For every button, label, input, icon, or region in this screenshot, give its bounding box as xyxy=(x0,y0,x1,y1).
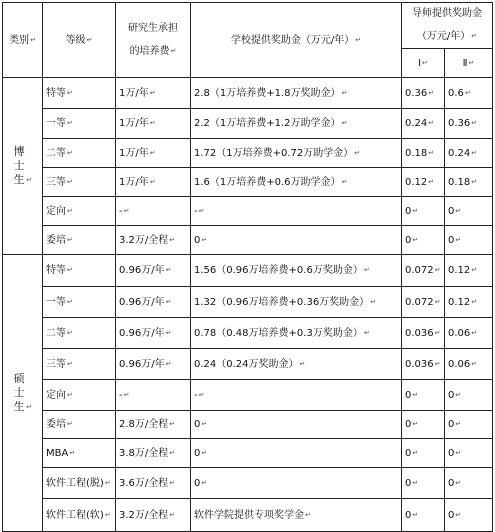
level-cell: 一等↵ xyxy=(43,109,116,139)
advisor-i-cell: 0.24↵ xyxy=(402,109,445,139)
school-fund-cell: 0.24（0.24万奖助金）↵ xyxy=(191,349,402,380)
level-cell: 一等↵ xyxy=(43,287,116,318)
advisor-i-cell: 0↵ xyxy=(402,197,445,226)
level-cell: MBA↵ xyxy=(43,439,116,468)
school-fund-cell: 2.2（1万培养费+1.2万助学金）↵ xyxy=(191,109,402,139)
level-cell: 三等↵ xyxy=(43,349,116,380)
advisor-i-cell: 0↵ xyxy=(402,411,445,439)
table-row xyxy=(3,197,493,226)
school-fund-cell: -↵ xyxy=(191,380,402,411)
cost-cell: -↵ xyxy=(116,380,191,411)
advisor-ii-cell: 0.18↵ xyxy=(445,168,493,197)
table-row xyxy=(3,349,493,380)
school-fund-cell: 1.32（0.96万培养费+0.36万奖助金）↵ xyxy=(191,287,402,318)
cost-cell: 1万/年↵ xyxy=(116,168,191,197)
cost-cell: 1万/年↵ xyxy=(116,109,191,139)
table-row xyxy=(3,255,493,287)
level-cell: 委培↵ xyxy=(43,226,116,255)
header-level: 等级↵ xyxy=(43,3,116,78)
advisor-ii-cell: 0.12↵ xyxy=(445,255,493,287)
header-advisor-I: Ⅰ↵ xyxy=(402,49,445,78)
school-fund-cell: 0↵ xyxy=(191,411,402,439)
level-cell: 二等↵ xyxy=(43,318,116,349)
advisor-ii-cell: 0↵ xyxy=(445,468,493,499)
header-row xyxy=(3,3,493,49)
table-row xyxy=(3,318,493,349)
advisor-ii-cell: 0↵ xyxy=(445,197,493,226)
advisor-ii-cell: 0↵ xyxy=(445,439,493,468)
header-advisor-fund: 导师提供奖助金 （万元/年）↵ xyxy=(402,3,493,49)
table-row xyxy=(3,468,493,499)
level-cell: 软件工程(脱)↵ xyxy=(43,468,116,499)
advisor-i-cell: 0↵ xyxy=(402,439,445,468)
cost-cell: 3.2万/全程↵ xyxy=(116,226,191,255)
header-school-fund: 学校提供奖助金（万元/年）↵ xyxy=(191,3,402,78)
table-body xyxy=(3,78,493,532)
table-row xyxy=(3,78,493,109)
level-cell: 三等↵ xyxy=(43,168,116,197)
cost-cell: 0.96万/年↵ xyxy=(116,255,191,287)
advisor-ii-cell: 0↵ xyxy=(445,499,493,532)
advisor-ii-cell: 0.24↵ xyxy=(445,139,493,168)
cost-cell: 1万/年↵ xyxy=(116,78,191,109)
advisor-ii-cell: 0.12↵ xyxy=(445,287,493,318)
header-cost: 研究生承担 的培养费↵ xyxy=(116,3,191,78)
table-row xyxy=(3,226,493,255)
advisor-ii-cell: 0.36↵ xyxy=(445,109,493,139)
table-row xyxy=(3,139,493,168)
table-row xyxy=(3,499,493,532)
advisor-i-cell: 0.072↵ xyxy=(402,287,445,318)
scholarship-table xyxy=(2,2,493,532)
advisor-i-cell: 0.36↵ xyxy=(402,78,445,109)
advisor-ii-cell: 0.06↵ xyxy=(445,318,493,349)
school-fund-cell: 0↵ xyxy=(191,226,402,255)
school-fund-cell: 2.8（1万培养费+1.8万奖助金）↵ xyxy=(191,78,402,109)
advisor-i-cell: 0.12↵ xyxy=(402,168,445,197)
advisor-i-cell: 0↵ xyxy=(402,380,445,411)
school-fund-cell: 0↵ xyxy=(191,468,402,499)
advisor-ii-cell: 0.6↵ xyxy=(445,78,493,109)
cost-cell: 3.8万/全程↵ xyxy=(116,439,191,468)
cost-cell: 0.96万/年↵ xyxy=(116,349,191,380)
cost-cell: 0.96万/年↵ xyxy=(116,287,191,318)
table-row xyxy=(3,109,493,139)
school-fund-cell: 1.72（1万培养费+0.72万助学金）↵ xyxy=(191,139,402,168)
cost-cell: -↵ xyxy=(116,197,191,226)
school-fund-cell: 1.56（0.96万培养费+0.6万奖助金）↵ xyxy=(191,255,402,287)
category-cell: 博士生 ↵ xyxy=(3,78,43,255)
header-advisor-II: Ⅱ↵ xyxy=(445,49,493,78)
advisor-ii-cell: 0↵ xyxy=(445,226,493,255)
school-fund-cell: -↵ xyxy=(191,197,402,226)
level-cell: 软件工程(软)↵ xyxy=(43,499,116,532)
advisor-i-cell: 0↵ xyxy=(402,226,445,255)
category-cell: 硕士生 ↵ xyxy=(3,255,43,532)
table-row xyxy=(3,439,493,468)
level-cell: 特等↵ xyxy=(43,255,116,287)
header-category: 类别↵ xyxy=(3,3,43,78)
school-fund-cell: 软件学院提供专项奖学金↵ xyxy=(191,499,402,532)
cost-cell: 3.6万/全程↵ xyxy=(116,468,191,499)
table-row xyxy=(3,411,493,439)
advisor-ii-cell: 0.06↵ xyxy=(445,349,493,380)
cost-cell: 3.2万/全程↵ xyxy=(116,499,191,532)
cost-cell: 0.96万/年↵ xyxy=(116,318,191,349)
advisor-i-cell: 0↵ xyxy=(402,468,445,499)
level-cell: 定向↵ xyxy=(43,197,116,226)
school-fund-cell: 1.6（1万培养费+0.6万助学金）↵ xyxy=(191,168,402,197)
level-cell: 定向↵ xyxy=(43,380,116,411)
cost-cell: 1万/年↵ xyxy=(116,139,191,168)
table-row xyxy=(3,168,493,197)
advisor-i-cell: 0↵ xyxy=(402,499,445,532)
table-row xyxy=(3,380,493,411)
advisor-i-cell: 0.036↵ xyxy=(402,318,445,349)
level-cell: 二等↵ xyxy=(43,139,116,168)
school-fund-cell: 0↵ xyxy=(191,439,402,468)
level-cell: 委培↵ xyxy=(43,411,116,439)
advisor-ii-cell: 0↵ xyxy=(445,380,493,411)
cost-cell: 2.8万/全程↵ xyxy=(116,411,191,439)
table-row xyxy=(3,287,493,318)
advisor-i-cell: 0.072↵ xyxy=(402,255,445,287)
level-cell: 特等↵ xyxy=(43,78,116,109)
advisor-ii-cell: 0↵ xyxy=(445,411,493,439)
school-fund-cell: 0.78（0.48万培养费+0.3万奖助金）↵ xyxy=(191,318,402,349)
advisor-i-cell: 0.036↵ xyxy=(402,349,445,380)
advisor-i-cell: 0.18↵ xyxy=(402,139,445,168)
